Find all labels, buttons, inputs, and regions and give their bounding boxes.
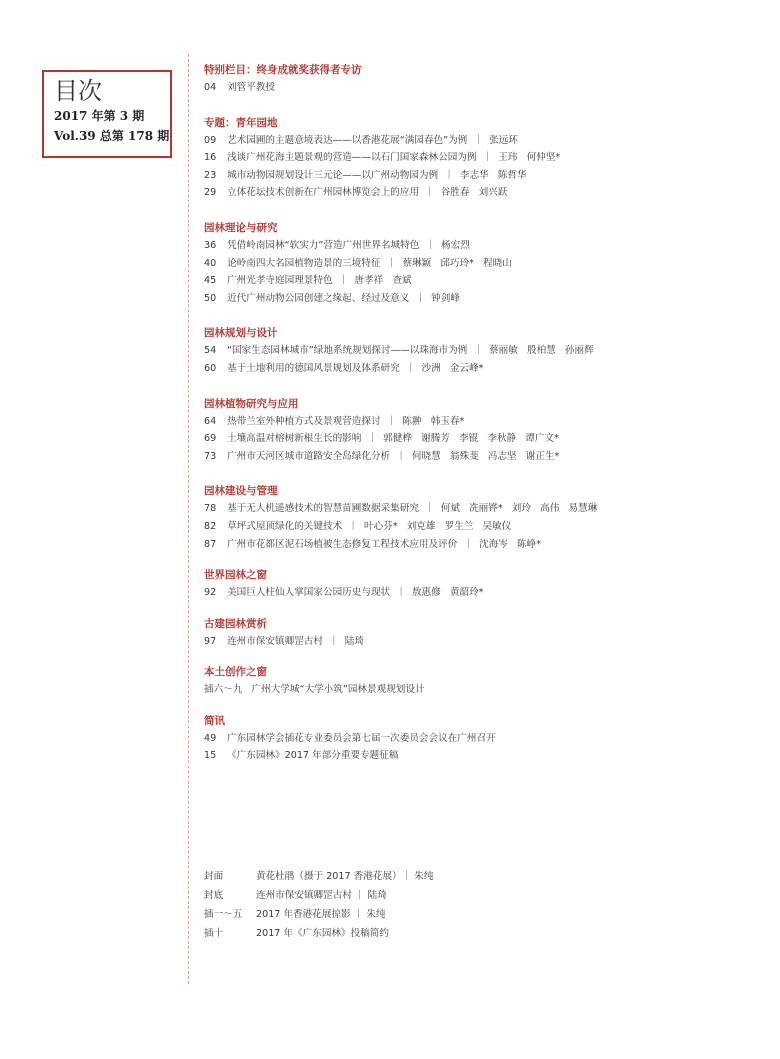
entry-title: 广州市花都区泥石场植被生态修复工程技术应用及评价 ｜ 沈海岑 陈峥* bbox=[227, 538, 542, 550]
entry-title: 立体花坛技术创新在广州园林博览会上的应用 ｜ 谷胜春 刘兴跃 bbox=[227, 187, 508, 199]
toc-entry[interactable] bbox=[204, 342, 764, 360]
cover-credit-text: 连州市保安镇卿罡古村 ｜ 陆琦 bbox=[256, 890, 387, 901]
entry-title: 广州光孝寺庭园理景特色 ｜ 唐孝祥 查斌 bbox=[227, 275, 412, 287]
toc-entry[interactable] bbox=[204, 184, 764, 202]
entry-page-number: 16 bbox=[204, 152, 217, 164]
entry-page-number: 04 bbox=[204, 82, 217, 93]
entry-page-number: 92 bbox=[204, 587, 217, 599]
cover-credit-label: 插一～五 bbox=[204, 909, 243, 920]
issue-masthead-box bbox=[42, 70, 172, 158]
toc-entry[interactable] bbox=[204, 536, 764, 554]
cover-credit-text: 2017 年《广东园林》投稿简约 bbox=[256, 928, 389, 939]
toc-entry[interactable] bbox=[204, 448, 764, 466]
section-heading: 古建园林赏析 bbox=[204, 617, 267, 630]
entry-title: 刘管平教授 bbox=[227, 82, 276, 93]
entry-page-number: 45 bbox=[204, 275, 217, 287]
masthead-volume: Vol.39 总第 178 期 bbox=[54, 129, 170, 143]
entry-title: 城市动物园规划设计三元论——以广州动物园为例 ｜ 李志华 陈哲华 bbox=[227, 169, 527, 181]
entry-page-number: 50 bbox=[204, 292, 217, 304]
entry-title: 广州市天河区城市道路安全岛绿化分析 ｜ 何晓慧 翁殊斐 冯志坚 谢正生* bbox=[227, 450, 560, 462]
cover-credit-label: 插十 bbox=[204, 928, 224, 939]
table-of-contents bbox=[204, 62, 764, 765]
entry-title: 《广东园林》2017 年部分重要专题征稿 bbox=[227, 750, 399, 762]
cover-credit-label: 封面 bbox=[204, 871, 224, 882]
toc-entry[interactable] bbox=[204, 167, 764, 185]
entry-page-number: 64 bbox=[204, 415, 217, 427]
toc-entry[interactable] bbox=[204, 633, 764, 651]
cover-credit-label: 封底 bbox=[204, 890, 224, 901]
toc-entry[interactable] bbox=[204, 255, 764, 273]
entry-title: 基于土地利用的德国风景规划及体系研究 ｜ 沙洲 金云峰* bbox=[227, 362, 484, 374]
cover-credit-row bbox=[204, 905, 744, 924]
entry-title: 土壤高温对榕树新根生长的影响 ｜ 郭健桦 谢腾芳 李锟 李秋静 谭广文* bbox=[227, 433, 559, 445]
cover-credit-row bbox=[204, 924, 744, 943]
toc-entry[interactable] bbox=[204, 272, 764, 290]
toc-entry[interactable] bbox=[204, 730, 764, 748]
section-heading: 园林植物研究与应用 bbox=[204, 397, 299, 410]
entry-title: 浅谈广州花海主题景观的营造——以石门国家森林公园为例 ｜ 王玮 何仲坚* bbox=[227, 152, 561, 164]
toc-section bbox=[204, 567, 764, 602]
toc-entry[interactable] bbox=[204, 500, 764, 518]
section-heading: 世界园林之窗 bbox=[204, 569, 267, 582]
toc-entry[interactable] bbox=[204, 518, 764, 536]
section-heading: 本土创作之窗 bbox=[204, 666, 267, 679]
toc-section bbox=[204, 396, 764, 466]
entry-title: 艺术园圃的主题意境表达——以香港花展“满园春色”为例 ｜ 张远环 bbox=[227, 134, 518, 146]
toc-section bbox=[204, 220, 764, 307]
entry-title: 广东园林学会插花专业委员会第七届一次委员会会议在广州召开 bbox=[227, 732, 496, 744]
toc-entry[interactable] bbox=[204, 430, 764, 448]
cover-credit-text: 2017 年香港花展掠影 ｜ 朱纯 bbox=[256, 909, 386, 920]
cover-credit-row bbox=[204, 867, 744, 886]
toc-section bbox=[204, 115, 764, 202]
toc-entry[interactable] bbox=[204, 747, 764, 765]
entry-page-number: 15 bbox=[204, 750, 217, 762]
entry-page-number: 49 bbox=[204, 732, 217, 744]
section-heading: 专题：青年园地 bbox=[204, 116, 278, 129]
cover-credit-text: 黄花杜鹃（摄于 2017 香港花展）｜ 朱纯 bbox=[256, 871, 434, 882]
entry-page-number: 87 bbox=[204, 538, 217, 550]
entry-title: 广州大学城“大学小筑”园林景观规划设计 bbox=[245, 684, 425, 696]
toc-entry[interactable] bbox=[204, 360, 764, 378]
cover-credits bbox=[204, 867, 744, 943]
entry-title: 论岭南四大名园植物造景的三境特征 ｜ 蔡琳颖 邱巧玲* 程晓山 bbox=[227, 257, 512, 269]
vertical-divider bbox=[188, 54, 189, 984]
entry-page-number: 29 bbox=[204, 187, 217, 199]
entry-page-number: 54 bbox=[204, 345, 217, 357]
entry-page-number: 97 bbox=[204, 635, 217, 647]
toc-entry[interactable] bbox=[204, 584, 764, 602]
entry-title: 近代广州动物公园创建之缘起、经过及意义 ｜ 钟剑峰 bbox=[227, 292, 460, 304]
toc-entry[interactable] bbox=[204, 79, 764, 97]
masthead-issue: 2017 年第 3 期 bbox=[54, 109, 145, 123]
entry-title: 美国巨人柱仙人掌国家公园历史与现状 ｜ 敖惠修 黄韶玲* bbox=[227, 587, 484, 599]
entry-page-number: 36 bbox=[204, 239, 217, 251]
entry-page-number: 78 bbox=[204, 503, 217, 515]
toc-entry[interactable] bbox=[204, 149, 764, 167]
toc-section bbox=[204, 713, 764, 765]
entry-page-number: 60 bbox=[204, 362, 217, 374]
entry-page-number: 69 bbox=[204, 433, 217, 445]
section-heading: 特别栏目：终身成就奖获得者专访 bbox=[204, 64, 362, 76]
toc-section bbox=[204, 483, 764, 553]
toc-entry[interactable] bbox=[204, 681, 764, 699]
toc-section bbox=[204, 62, 764, 97]
entry-page-number: 40 bbox=[204, 257, 217, 269]
entry-title: 热带兰室外种植方式及景观营造探讨 ｜ 陈翀 韩玉春* bbox=[227, 415, 465, 427]
entry-page-number: 09 bbox=[204, 134, 217, 146]
entry-title: 草坪式屋顶绿化的关键技术 ｜ 叶心芬* 刘克雄 罗生兰 吴敏仪 bbox=[227, 520, 512, 532]
toc-section bbox=[204, 325, 764, 377]
toc-entry[interactable] bbox=[204, 237, 764, 255]
section-heading: 园林建设与管理 bbox=[204, 485, 278, 498]
section-heading: 园林规划与设计 bbox=[204, 327, 278, 340]
toc-entry[interactable] bbox=[204, 290, 764, 308]
toc-section bbox=[204, 664, 764, 699]
toc-entry[interactable] bbox=[204, 132, 764, 150]
section-heading: 园林理论与研究 bbox=[204, 221, 278, 234]
masthead-title: 目次 bbox=[54, 77, 102, 105]
section-heading: 简讯 bbox=[204, 714, 225, 727]
entry-page-number: 23 bbox=[204, 169, 217, 181]
toc-section bbox=[204, 616, 764, 651]
entry-title: 基于无人机遥感技术的智慧苗圃数据采集研究 ｜ 何斌 冼丽铧* 刘玲 高伟 易慧琳 bbox=[227, 503, 598, 515]
entry-title: 连州市保安镇卿罡古村 ｜ 陆琦 bbox=[227, 635, 364, 647]
entry-page-number: 插六～九 bbox=[204, 684, 243, 696]
cover-credit-row bbox=[204, 886, 744, 905]
entry-page-number: 73 bbox=[204, 450, 217, 462]
toc-entry[interactable] bbox=[204, 413, 764, 431]
entry-page-number: 82 bbox=[204, 520, 217, 532]
entry-title: 凭借岭南园林“软实力”营造广州世界名城特色 ｜ 杨宏烈 bbox=[227, 239, 470, 251]
entry-title: “国家生态园林城市”绿地系统规划探讨——以珠海市为例 ｜ 蔡丽敏 殷柏慧 孙丽辉 bbox=[227, 345, 594, 357]
